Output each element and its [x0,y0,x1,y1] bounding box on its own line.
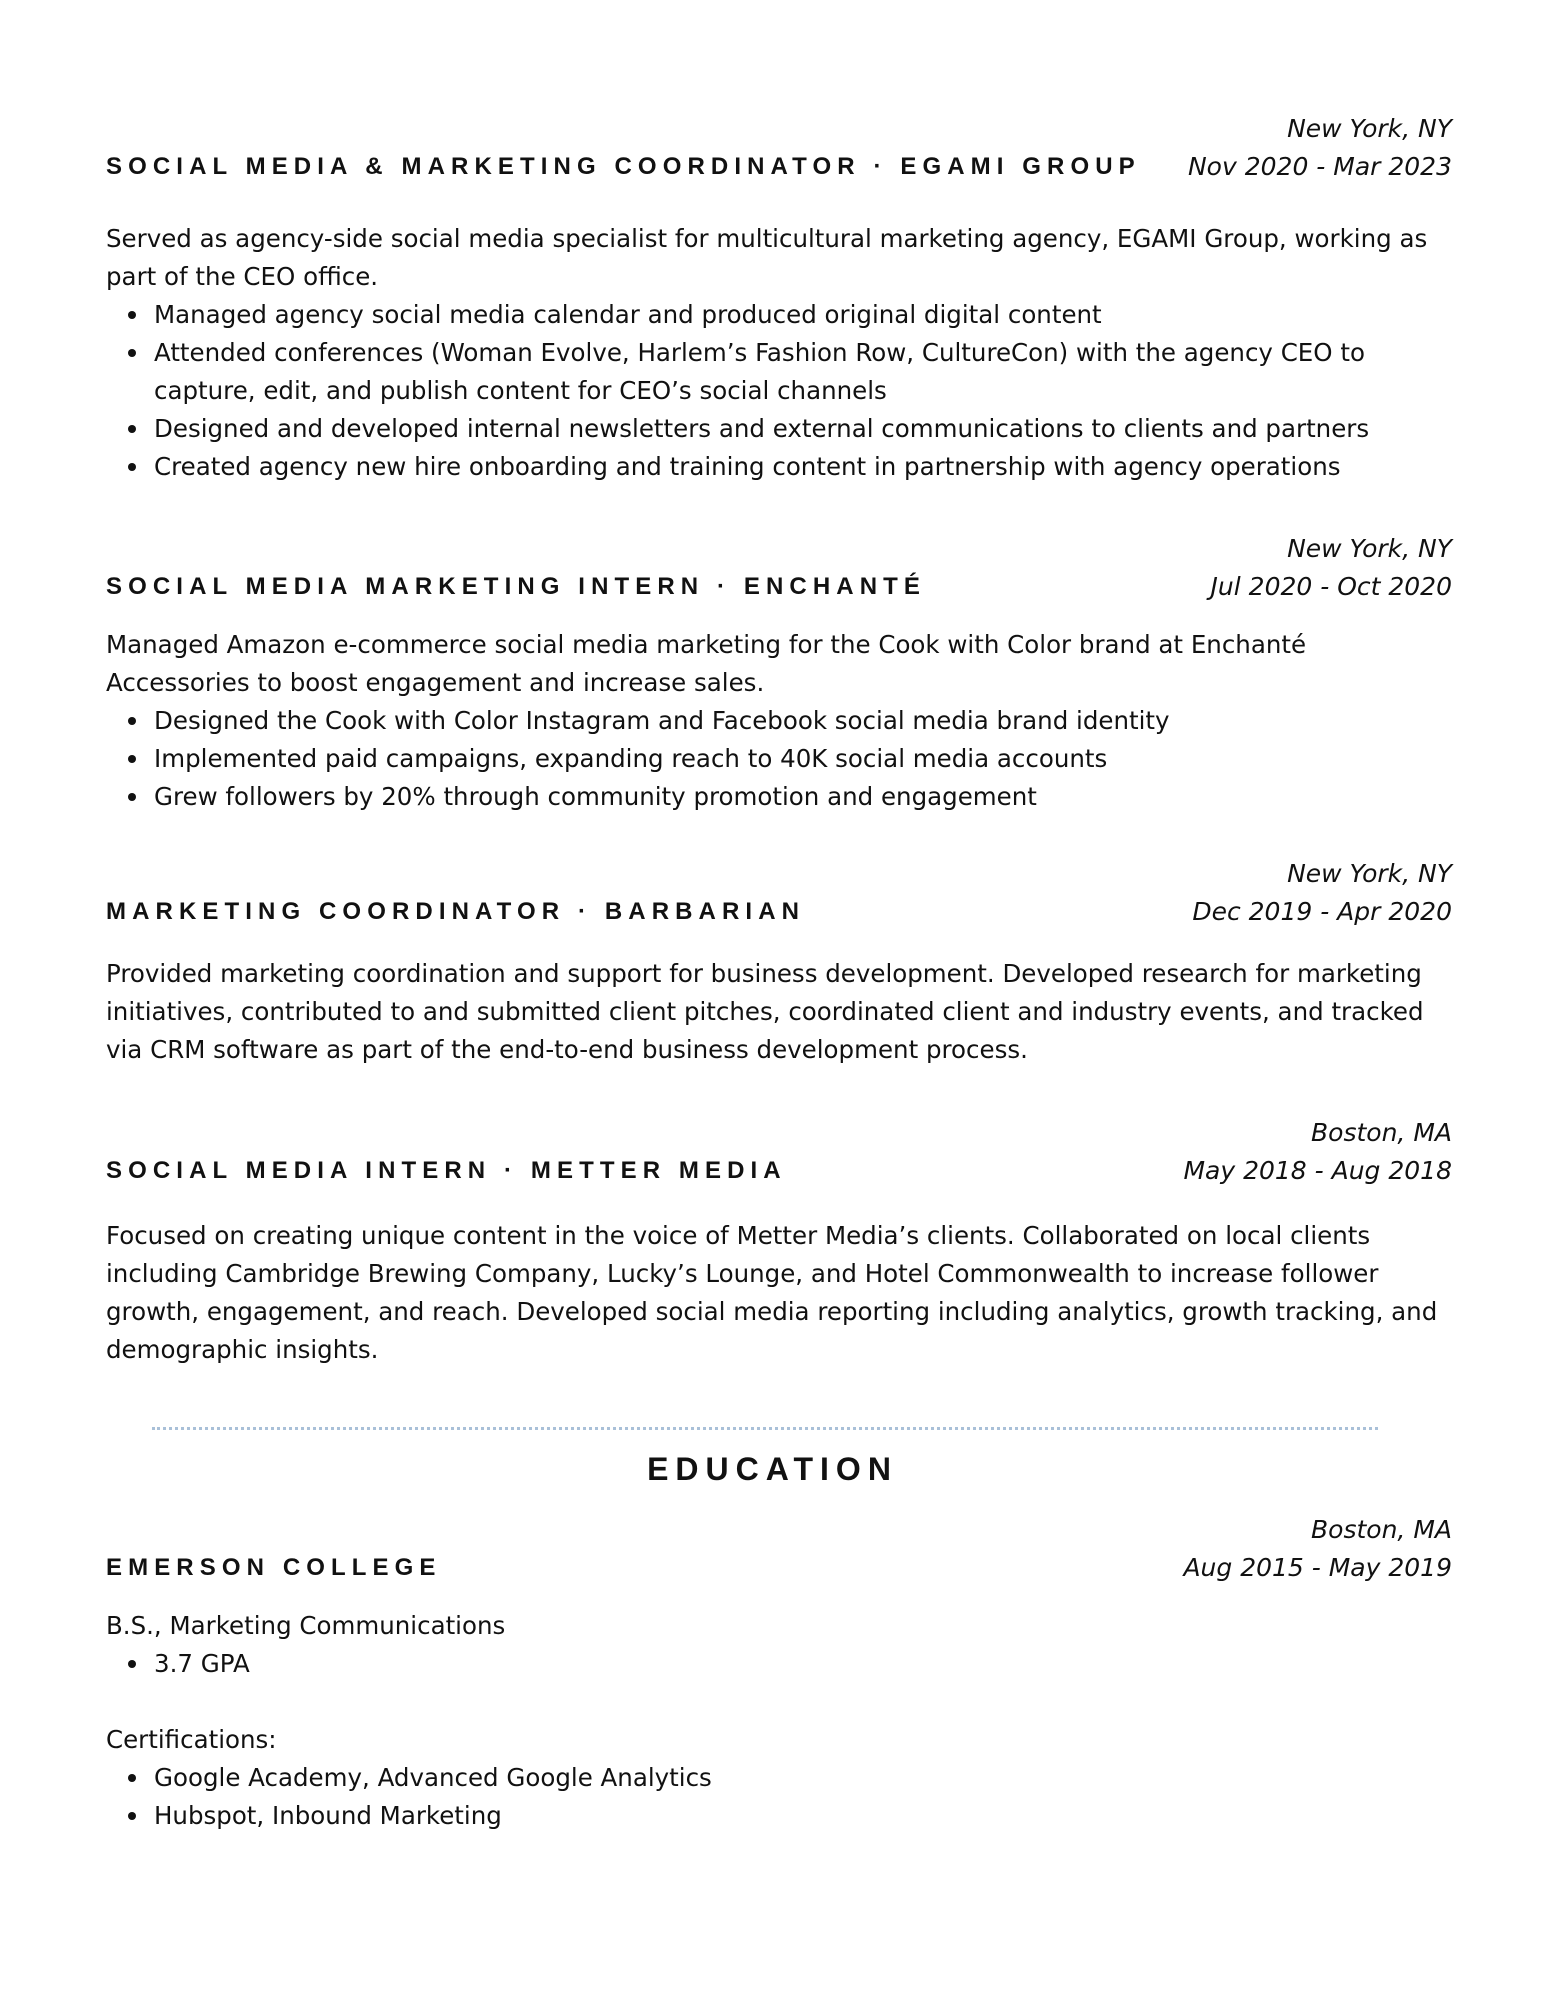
job-title: SOCIAL MEDIA INTERN · METTER MEDIA [106,1157,787,1184]
job-bullets [106,702,1452,816]
job-dates: Dec 2019 - Apr 2020 [1192,897,1452,926]
job-summary: Served as agency-side social media specialist for multicultural marketing agency, EGAMI Group, working as part of the CEO office. [106,224,1428,291]
school-name: EMERSON COLLEGE [106,1554,442,1581]
job-summary: Provided marketing coordination and support for business development. Developed research for marketing initiatives, contributed to and submitted client pitches, coordinated client and industry events, and tracked via CRM software as part of the end-to-end business development process. [106,959,1424,1064]
job-description [106,626,1452,816]
job-location: New York, NY [1287,114,1452,143]
section-divider [152,1427,1378,1430]
education-dates: Aug 2015 - May 2019 [1183,1553,1452,1582]
certifications-list [106,1759,1452,1835]
list-item: Google Academy, Advanced Google Analytics [106,1759,1452,1797]
job-dates: Jul 2020 - Oct 2020 [1210,572,1452,601]
education-location: Boston, MA [1311,1515,1452,1544]
list-item: Designed the Cook with Color Instagram and Facebook social media brand identity [106,702,1452,740]
list-item: Grew followers by 20% through community promotion and engagement [106,778,1452,816]
job-entry-enchante [104,530,1452,810]
list-item: Hubspot, Inbound Marketing [106,1797,1452,1835]
job-title: SOCIAL MEDIA MARKETING INTERN · ENCHANTÉ [106,573,926,600]
list-item: Implemented paid campaigns, expanding reach to 40K social media accounts [106,740,1452,778]
job-title: MARKETING COORDINATOR · BARBARIAN [106,898,806,925]
job-meta [1211,530,1452,606]
job-dates: May 2018 - Aug 2018 [1183,1156,1452,1185]
list-item: 3.7 GPA [106,1645,1452,1683]
job-description [106,955,1452,1069]
job-bullets [106,296,1452,486]
job-summary: Managed Amazon e-commerce social media marketing for the Cook with Color brand at Enchanté Accessories to boost engagement and increase sales. [106,630,1307,697]
job-description [106,1217,1452,1369]
job-meta [1188,110,1452,186]
education-entry [104,1511,1452,1841]
education-meta [1183,1511,1452,1587]
job-entry-metter-media [104,1114,1452,1384]
degree-bullets [106,1645,1452,1683]
certifications-label: Certifications: [106,1725,277,1754]
job-summary: Focused on creating unique content in the voice of Metter Media’s clients. Collaborated on local clients including Cambridge Brewing Company, Lucky’s Lounge, and Hotel Commonwealth to increase follower growth, engagement, and reach. Developed social media reporting including analytics, growth tracking, and demographic insights. [106,1221,1438,1364]
job-meta [1183,1114,1452,1190]
job-location: New York, NY [1287,859,1452,888]
list-item: Designed and developed internal newsletters and external communications to clients and partners [106,410,1452,448]
job-location: Boston, MA [1311,1118,1452,1147]
list-item: Created agency new hire onboarding and training content in partnership with agency operations [106,448,1452,486]
list-item: Attended conferences (Woman Evolve, Harlem’s Fashion Row, CultureCon) with the agency CEO to capture, edit, and publish content for CEO’s social channels [106,334,1452,410]
job-entry-egami [104,110,1452,490]
job-dates: Nov 2020 - Mar 2023 [1187,152,1452,181]
job-location: New York, NY [1287,534,1452,563]
degree: B.S., Marketing Communications [106,1611,506,1640]
section-heading-education: EDUCATION [647,1451,898,1487]
job-description [106,220,1452,486]
job-entry-barbarian [104,855,1452,1075]
job-meta [1192,855,1452,931]
list-item: Managed agency social media calendar and produced original digital content [106,296,1452,334]
education-details [106,1607,1452,1835]
job-title: SOCIAL MEDIA & MARKETING COORDINATOR · EGAMI GROUP [106,153,1141,180]
